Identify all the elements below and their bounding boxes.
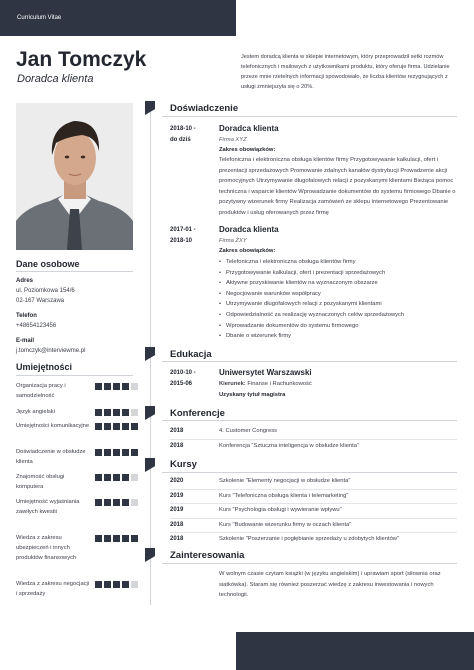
rating-square <box>122 499 129 506</box>
skill-rating <box>95 499 138 506</box>
skill-rating <box>95 474 138 481</box>
rating-square <box>131 499 138 506</box>
row-text: Konferencja “Sztuczna inteligencja w obsłudze klienta” <box>219 443 359 449</box>
job-2-date-start: 2017-01 - <box>170 227 196 233</box>
skill-label: Język angielski <box>16 409 55 415</box>
interests-heading: Zainteresowania <box>170 550 245 561</box>
rating-square <box>95 581 102 588</box>
skill-rating <box>95 581 138 588</box>
duty-item: • Przygotowywanie kalkulacji, ofert i prezentacji sprzedażowych <box>219 268 459 279</box>
education-major <box>219 381 312 387</box>
row-year: 2018 <box>170 443 184 449</box>
job-2-duties-list <box>219 257 459 342</box>
header-banner <box>0 0 236 36</box>
skill-label: Wiedza z zakresu ubezpieczeń i innych produktów finansowych <box>16 535 77 561</box>
skill-label: Umiejętności komunikacyjne <box>16 423 90 429</box>
skill-rating <box>95 449 138 456</box>
rating-square <box>122 423 129 430</box>
job-1-company: Firma XYZ <box>219 137 247 143</box>
row-divider <box>170 489 457 490</box>
rating-square <box>122 581 129 588</box>
candidate-job-title: Doradca klienta <box>17 73 94 85</box>
skill-label: Wiedza z zakresu negocjacji i sprzedaży <box>16 581 90 597</box>
rating-square <box>95 474 102 481</box>
row-divider <box>170 439 457 440</box>
rating-square <box>95 423 102 430</box>
skill-label: Doświadczenie w obsłudze klienta <box>16 449 86 465</box>
skill-label: Umiejętność wyjaśniania zawiłych kwestii <box>16 499 80 515</box>
row-year: 2018 <box>170 428 184 434</box>
profile-summary: Jestem doradcą klienta w sklepie internetowym, który przeprowadził setki rozmów telefonicznych i mailowych z użytkownikami produktu, który oferuje firma. Udzielanie przeze mnie rzetelnych informacji spowodowało, że liczba klientów rezygnujących z usługi zmniejszyła się o 20%. <box>241 54 450 90</box>
row-divider <box>170 503 457 504</box>
row-year: 2019 <box>170 507 184 513</box>
profile-photo <box>16 103 133 250</box>
skills-heading: Umiejętności <box>16 362 73 372</box>
rating-square <box>95 449 102 456</box>
row-text: Szkolenie "Poszerzanie i pogłębianie sprzedaży u zdobytych klientów" <box>219 536 400 542</box>
education-degree: Uzyskany tytuł magistra <box>219 392 286 398</box>
job-2-company: Firma ŻXY <box>219 238 247 244</box>
duty-item: • Aktywne pozyskiwanie klientów na wyznaczonym obszarze <box>219 278 459 289</box>
duty-item: • Negocjowanie warunków współpracy <box>219 289 459 300</box>
education-heading: Edukacja <box>170 349 212 360</box>
rating-square <box>104 535 111 542</box>
personal-data-heading: Dane osobowe <box>16 259 80 269</box>
address-line-1: ul. Poziomkowa 154/6 <box>16 288 75 294</box>
address-line-2: 02-167 Warszawa <box>16 298 65 304</box>
rating-square <box>113 423 120 430</box>
rating-square <box>104 474 111 481</box>
footer-banner <box>236 632 474 670</box>
job-2-title: Doradca klienta <box>219 225 279 234</box>
row-text: 4. Customer Congress <box>219 428 277 434</box>
skills-divider <box>16 375 133 376</box>
row-text: Szkolenie "Elementy negocjacji w obsłudze klienta" <box>219 478 351 484</box>
row-year: 2018 <box>170 521 184 528</box>
row-year: 2018 <box>170 536 184 542</box>
rating-square <box>95 409 102 416</box>
row-year: 2019 <box>170 492 184 499</box>
duty-item: • Utrzymywanie długofalowych relacji z pozyskanymi klientami <box>219 299 459 310</box>
skill-label: Znajomość obsługi komputera <box>16 474 65 490</box>
rating-square <box>104 383 111 390</box>
rating-square <box>113 499 120 506</box>
email-value[interactable]: j.tomczyk@interviewme.pl <box>16 348 86 354</box>
rating-square <box>131 423 138 430</box>
courses-heading: Kursy <box>170 459 197 470</box>
interests-text: W wolnym czasie czytam książki (w języku angielskim) i uprawiam sport (siłownia oraz siatkówka). Staram się również poszerzać wiedzę z zakresu inwestowania i nowych technologii. <box>219 571 441 599</box>
personal-data-divider <box>16 271 133 272</box>
phone-label: Telefon <box>16 313 37 319</box>
row-divider <box>170 532 457 533</box>
education-school: Uniwersytet Warszawski <box>219 368 312 377</box>
education-major-value: Finanse i Rachunkowość <box>247 381 312 387</box>
rating-square <box>113 535 120 542</box>
address-label: Adres <box>16 278 34 284</box>
phone-value: +48654123456 <box>16 323 57 329</box>
row-divider <box>170 518 457 519</box>
rating-square <box>95 535 102 542</box>
rating-square <box>95 383 102 390</box>
rating-square <box>122 449 129 456</box>
duty-item: • Dbanie o wizerunek firmy <box>219 331 459 342</box>
rating-square <box>113 474 120 481</box>
rating-square <box>113 383 120 390</box>
courses-divider <box>162 472 457 473</box>
row-text: Kurs "Psychologia obsługi i wywieranie wpływu" <box>219 507 342 513</box>
conferences-heading: Konferencje <box>170 408 225 419</box>
candidate-name: Jan Tomczyk <box>16 48 147 71</box>
rating-square <box>122 474 129 481</box>
timeline-line <box>150 111 151 605</box>
education-major-label: Kierunek: <box>219 381 246 387</box>
rating-square <box>131 449 138 456</box>
job-1-duties-text: Telefoniczna i elektroniczna obsługa klientów firmy Przygotowywanie kalkulacji, ofert i prezentacji sprzedażowych Promowanie zdalnych kanałów dystrybucji Prowadzenie akcji promocyjnych Utrzymywanie długofalowych relacji z pozyskanymi klientami Bieżąca pomoc techniczna i wsparcie klientów Wprowadzanie dokumentów do systemu firmowego Dbanie o pozytywny wizerunek firmy Realizacja zamówień ze sklepu internetowego Prezentowanie produktów i usług oferowanych przez firmę <box>219 157 456 216</box>
skill-rating <box>95 383 138 390</box>
row-year: 2020 <box>170 478 184 484</box>
skill-rating <box>95 409 138 416</box>
rating-square <box>122 535 129 542</box>
job-2-duties-label: Zakres obowiązków: <box>219 248 276 254</box>
rating-square <box>104 409 111 416</box>
rating-square <box>113 449 120 456</box>
rating-square <box>104 581 111 588</box>
rating-square <box>113 581 120 588</box>
duty-item: • Wprowadzanie dokumentów do systemu firmowego <box>219 321 459 332</box>
education-date-end: 2015-06 <box>170 381 193 387</box>
experience-heading: Doświadczenie <box>170 103 239 114</box>
job-1-date-end: do dziś <box>170 137 191 143</box>
rating-square <box>131 535 138 542</box>
rating-square <box>104 449 111 456</box>
job-1-date-start: 2018-10 - <box>170 126 196 132</box>
rating-square <box>131 383 138 390</box>
rating-square <box>113 409 120 416</box>
rating-square <box>131 474 138 481</box>
duty-item: • Odpowiedzialność za realizację wyznaczonych celów sprzedażowych <box>219 310 459 321</box>
portrait-illustration <box>16 103 133 250</box>
education-date-start: 2010-10 - <box>170 370 196 376</box>
job-2-date-end: 2018-10 <box>170 238 193 244</box>
rating-square <box>95 499 102 506</box>
banner-label: Curriculum Vitae <box>17 15 62 21</box>
job-1-title: Doradca klienta <box>219 124 279 133</box>
rating-square <box>131 409 138 416</box>
interests-divider <box>162 563 457 564</box>
skill-rating <box>95 423 138 430</box>
row-text: Kurs "Telefoniczna obsługa klienta i telemarketing" <box>219 492 349 499</box>
skill-rating <box>95 535 138 542</box>
rating-square <box>131 581 138 588</box>
rating-square <box>122 383 129 390</box>
rating-square <box>122 409 129 416</box>
education-divider <box>162 361 457 362</box>
rating-square <box>104 499 111 506</box>
skill-label: Organizacja pracy i samodzielność <box>16 383 66 399</box>
conferences-divider <box>162 420 457 421</box>
rating-square <box>104 423 111 430</box>
row-text: Kurs "Budowanie wizerunku firmy w oczach klienta" <box>219 521 352 528</box>
job-1-duties-label: Zakres obowiązków: <box>219 147 276 153</box>
duty-item: • Telefoniczna i elektroniczna obsługa klientów firmy <box>219 257 459 268</box>
email-label: E-mail <box>16 338 35 344</box>
experience-divider <box>162 116 457 117</box>
